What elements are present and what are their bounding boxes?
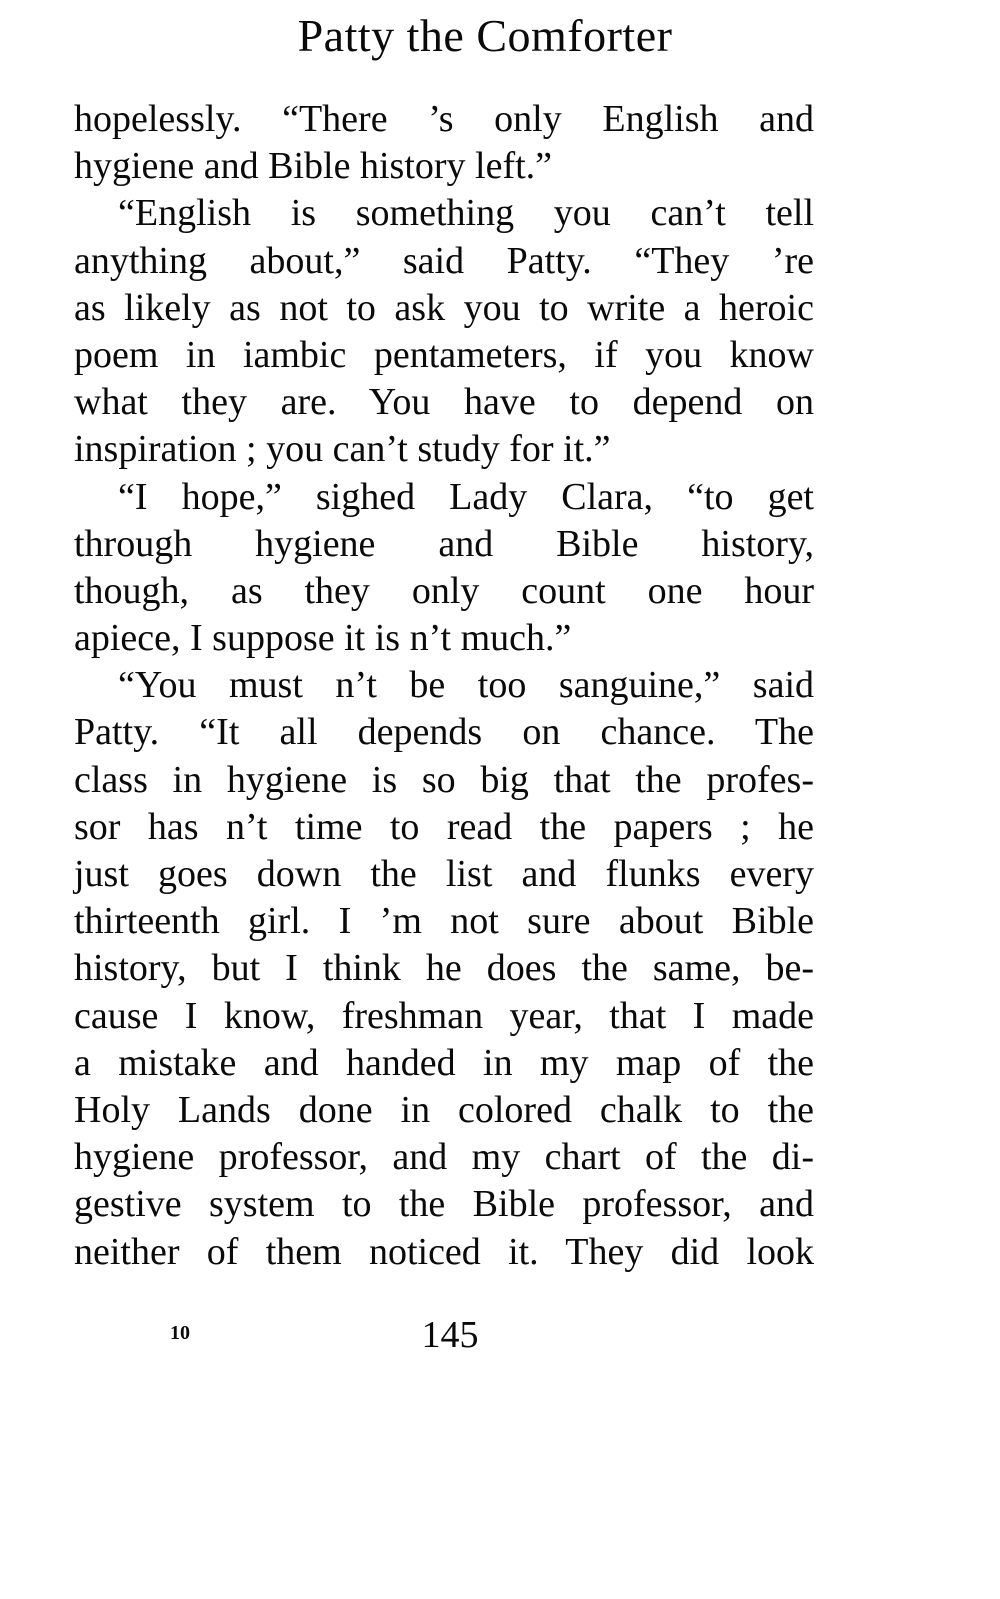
text-line: cause I know, freshman year, that I made: [74, 994, 814, 1037]
page-footer: [0, 1312, 1000, 1362]
text-line: inspiration ; you can’t study for it.”: [74, 428, 611, 471]
text-line: apiece, I suppose it is n’t much.”: [74, 617, 572, 660]
text-line: anything about,” said Patty. “They ’re: [74, 239, 814, 282]
text-line: sor has n’t time to read the papers ; he: [74, 805, 814, 848]
text-line: thirteenth girl. I ’m not sure about Bible: [74, 900, 814, 943]
text-line: history, but I think he does the same, be-: [74, 947, 814, 990]
signature-mark: 10: [170, 1322, 190, 1344]
text-line: just goes down the list and flunks every: [74, 853, 814, 895]
text-line: Holy Lands done in colored chalk to the: [74, 1088, 814, 1131]
text-line: as likely as not to ask you to write a heroic: [74, 286, 814, 329]
text-line: hygiene professor, and my chart of the di-: [74, 1136, 814, 1179]
page-number: 145: [421, 1314, 479, 1356]
text-line: class in hygiene is so big that the profes-: [74, 758, 814, 801]
text-line: “English is something you can’t tell: [118, 192, 814, 235]
text-line: “I hope,” sighed Lady Clara, “to get: [118, 475, 814, 518]
body-text: [74, 96, 814, 1276]
text-line: a mistake and handed in my map of the: [74, 1041, 814, 1084]
text-line: through hygiene and Bible history,: [74, 522, 814, 565]
text-line: Patty. “It all depends on chance. The: [74, 711, 814, 754]
running-head: Patty the Comforter: [297, 10, 673, 61]
text-line: gestive system to the Bible professor, and: [74, 1183, 814, 1226]
text-line: poem in iambic pentameters, if you know: [74, 333, 814, 376]
text-line: hopelessly. “There ’s only English and: [74, 98, 814, 140]
text-line: “You must n’t be too sanguine,” said: [118, 664, 814, 707]
text-line: neither of them noticed it. They did look: [74, 1230, 814, 1273]
text-line: hygiene and Bible history left.”: [74, 145, 553, 188]
text-line: though, as they only count one hour: [74, 569, 814, 612]
text-line: what they are. You have to depend on: [74, 381, 814, 424]
